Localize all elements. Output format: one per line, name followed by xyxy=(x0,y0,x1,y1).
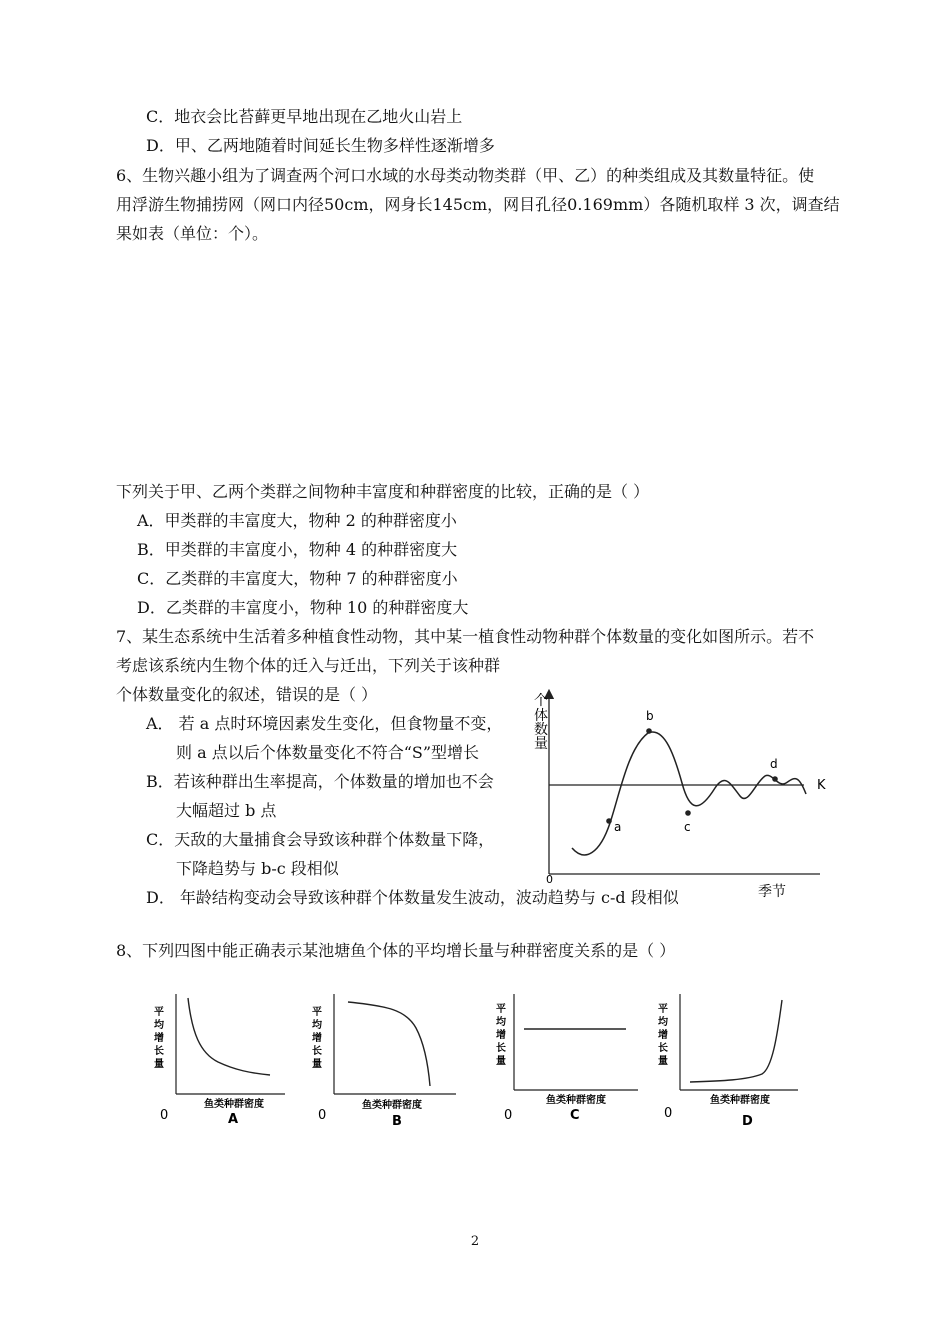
q7-y-label-3: 数 xyxy=(534,722,548,738)
q8d-x-label: 鱼类种群密度 xyxy=(710,1095,770,1106)
q7-point-b xyxy=(646,728,652,734)
q6-stem-line3: 果如表（单位：个）。 xyxy=(116,224,269,243)
q8c-letter: C xyxy=(570,1108,580,1123)
q8c-y3: 增 xyxy=(496,1030,506,1041)
q7-k-label: K xyxy=(817,778,826,793)
q7-option-a-line2: 则 a 点以后个体数量变化不符合“S”型增长 xyxy=(176,743,480,762)
q8c-origin: 0 xyxy=(504,1108,513,1123)
q8c-y1: 平 xyxy=(496,1004,506,1015)
q8b-y4: 长 xyxy=(312,1046,322,1057)
q8d-y3: 增 xyxy=(658,1030,668,1041)
q8d-curve xyxy=(690,1000,782,1082)
q5-option-d: D．甲、乙两地随着时间延长生物多样性逐渐增多 xyxy=(146,136,495,155)
q7-option-a-line1: A． 若 a 点时环境因素发生变化，但食物量不变， xyxy=(146,714,503,733)
q8a-curve xyxy=(188,998,270,1075)
q8a-letter: A xyxy=(228,1112,239,1127)
q8b-y2: 均 xyxy=(312,1020,322,1031)
q8d-origin: 0 xyxy=(664,1106,673,1121)
q8a-origin: 0 xyxy=(160,1108,169,1123)
q6-option-a: A．甲类群的丰富度大，物种 2 的种群密度小 xyxy=(137,511,457,530)
q8c-x-label: 鱼类种群密度 xyxy=(546,1095,606,1106)
q8d-y2: 均 xyxy=(658,1017,668,1028)
q8a-x-label: 鱼类种群密度 xyxy=(204,1099,264,1110)
q8b-y1: 平 xyxy=(312,1007,322,1018)
q8a-y5: 量 xyxy=(154,1059,164,1070)
q7-population-curve xyxy=(572,732,806,855)
q7-y-label-1: 个 xyxy=(534,693,548,709)
q8d-y5: 量 xyxy=(658,1056,668,1067)
q8b-origin: 0 xyxy=(318,1108,327,1123)
q7-point-d xyxy=(772,776,778,782)
q5-option-c: C．地衣会比苔藓更早地出现在乙地火山岩上 xyxy=(146,107,463,126)
q8-question: 8、下列四图中能正确表示某池塘鱼个体的平均增长量与种群密度关系的是（ ） xyxy=(116,941,676,960)
q8a-y3: 增 xyxy=(154,1033,164,1044)
q7-stem-line3: 个体数量变化的叙述，错误的是（ ） xyxy=(116,685,378,704)
q7-y-label-2: 体 xyxy=(534,708,548,724)
q6-option-c: C．乙类群的丰富度大，物种 7 的种群密度小 xyxy=(137,569,458,588)
q8b-letter: B xyxy=(392,1114,402,1128)
q8b-x-label: 鱼类种群密度 xyxy=(362,1100,422,1111)
q8d-letter: D xyxy=(742,1114,753,1128)
q7-label-b: b xyxy=(646,709,654,723)
q8b-y3: 增 xyxy=(312,1033,322,1044)
q8-graph-d xyxy=(652,988,802,1128)
q8a-y1: 平 xyxy=(154,1007,164,1018)
page-number: 2 xyxy=(470,1234,480,1249)
q8-graph-a xyxy=(150,988,290,1128)
q8a-y4: 长 xyxy=(154,1046,164,1057)
q7-option-d: D． 年龄结构变动会导致该种群个体数量发生波动，波动趋势与 c-d 段相似 xyxy=(146,888,679,907)
q7-option-c-line1: C．天敌的大量捕食会导致该种群个体数量下降， xyxy=(146,830,495,849)
q8a-y2: 均 xyxy=(154,1020,164,1031)
q6-stem-line2: 用浮游生物捕捞网（网口内径50cm，网身长145cm，网目孔径0.169mm）各随机取样 3 次，调查结 xyxy=(116,195,840,214)
q7-population-graph xyxy=(520,688,840,903)
q8c-y4: 长 xyxy=(496,1043,506,1054)
q7-point-a xyxy=(606,818,612,824)
q7-point-c xyxy=(685,810,691,816)
q7-label-d: d xyxy=(770,757,778,771)
q7-label-c: c xyxy=(684,820,691,834)
q7-option-b-line1: B．若该种群出生率提高，个体数量的增加也不会 xyxy=(146,772,494,791)
q7-origin: 0 xyxy=(546,873,553,886)
q7-stem-line2: 考虑该系统内生物个体的迁入与迁出，下列关于该种群 xyxy=(116,656,501,675)
q8-graph-c xyxy=(494,988,644,1128)
q7-option-c-line2: 下降趋势与 b-c 段相似 xyxy=(176,859,339,878)
q7-y-label-4: 量 xyxy=(534,736,548,752)
q6-question: 下列关于甲、乙两个类群之间物种丰富度和种群密度的比较，正确的是（ ） xyxy=(116,482,650,501)
q8d-y1: 平 xyxy=(658,1004,668,1015)
q6-option-d: D．乙类群的丰富度小，物种 10 的种群密度大 xyxy=(137,598,469,617)
q8d-y4: 长 xyxy=(658,1043,668,1054)
q6-stem-line1: 6、生物兴趣小组为了调查两个河口水域的水母类动物类群（甲、乙）的种类组成及其数量特征。使 xyxy=(116,166,815,185)
q6-option-b: B．甲类群的丰富度小，物种 4 的种群密度大 xyxy=(137,540,458,559)
q7-label-a: a xyxy=(614,820,622,834)
q7-stem-line1: 7、某生态系统中生活着多种植食性动物，其中某一植食性动物种群个体数量的变化如图所示。若不 xyxy=(116,627,815,646)
q8b-y5: 量 xyxy=(312,1059,322,1070)
q8c-y5: 量 xyxy=(496,1056,506,1067)
q8c-y2: 均 xyxy=(496,1017,506,1028)
q8b-curve xyxy=(348,1002,430,1086)
q7-option-b-line2: 大幅超过 b 点 xyxy=(176,801,277,820)
q8-graph-b xyxy=(308,988,458,1128)
q7-x-label: 季节 xyxy=(758,884,786,900)
